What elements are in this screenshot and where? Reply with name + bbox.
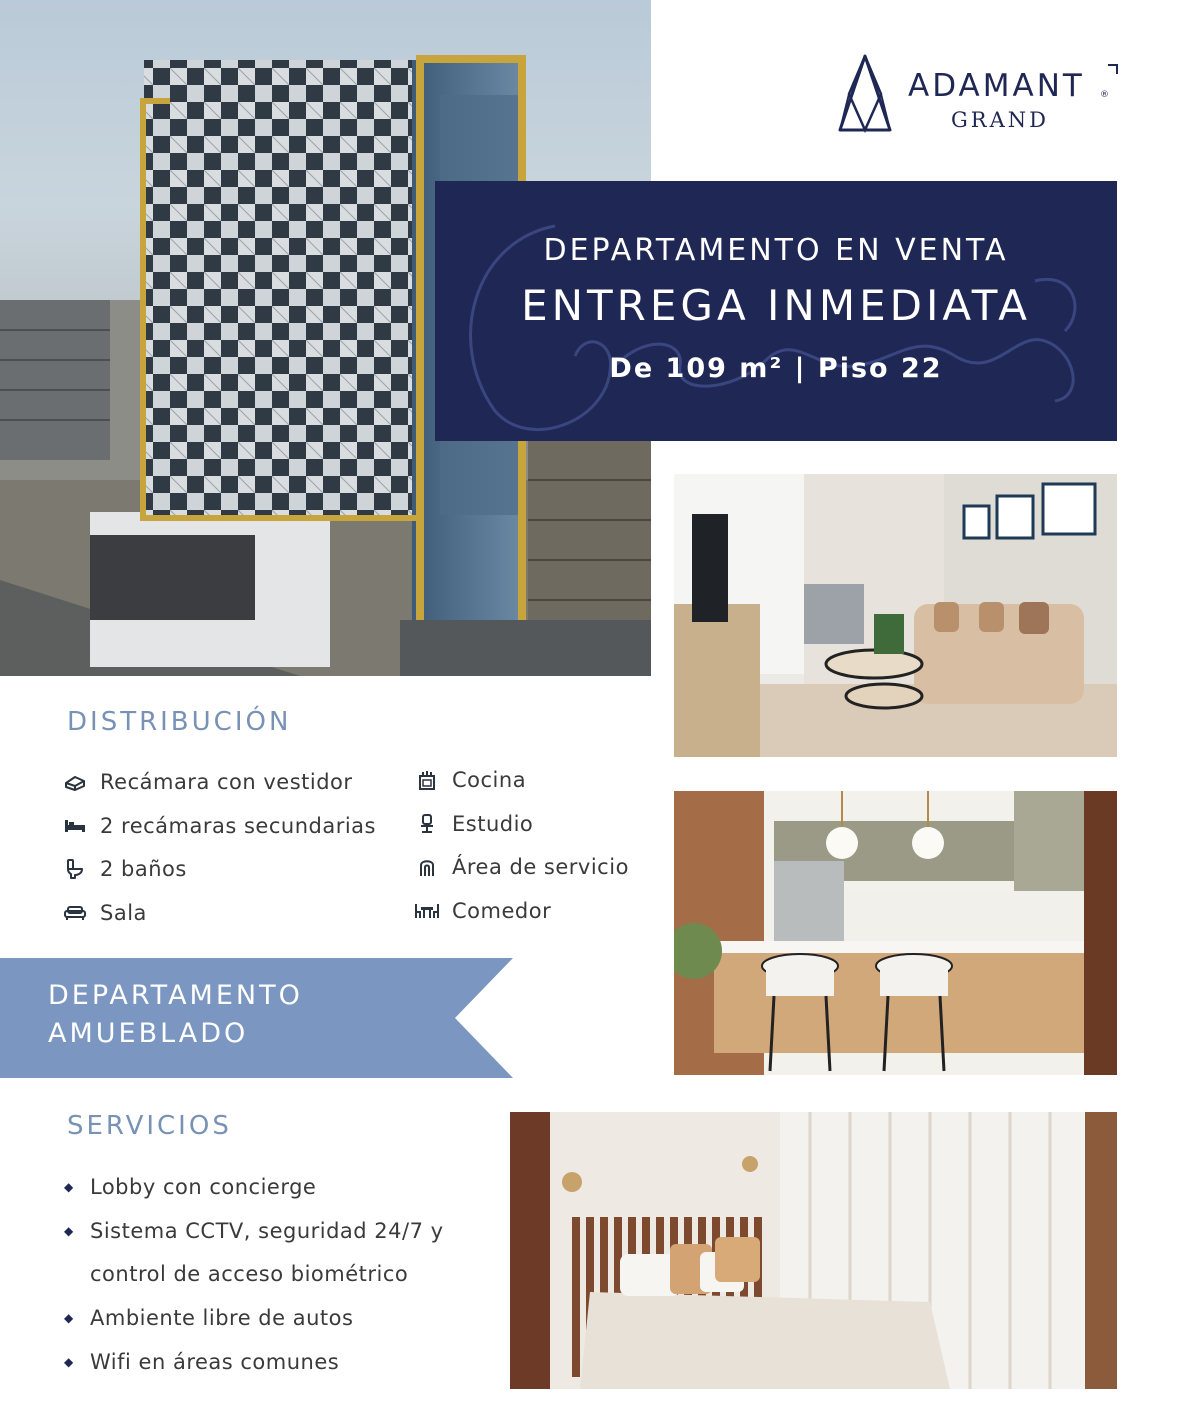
ribbon-line-2: AMUEBLADO xyxy=(48,1018,249,1049)
furnished-ribbon xyxy=(0,958,513,1078)
stove-icon xyxy=(414,769,440,791)
adamant-gem-logo-icon xyxy=(836,54,894,134)
bedroom-photo xyxy=(510,1112,1117,1389)
single-bed-icon xyxy=(62,815,88,837)
list-item xyxy=(64,1166,470,1210)
distribution-heading: DISTRIBUCIÓN xyxy=(67,707,292,737)
sofa-icon xyxy=(62,902,88,924)
services-heading: SERVICIOS xyxy=(67,1111,232,1141)
list-item xyxy=(62,895,376,931)
list-item xyxy=(414,762,629,798)
list-item-label: Sistema CCTV, seguridad 24/7 y control de acceso biométrico xyxy=(90,1218,444,1287)
list-item xyxy=(64,1297,470,1341)
list-item-label: Estudio xyxy=(452,811,534,836)
services-list xyxy=(64,1166,470,1385)
list-item xyxy=(414,849,629,885)
headline-banner xyxy=(435,181,1117,441)
diamond-bullet-icon: ◆ xyxy=(64,1354,74,1369)
brand-subname: GRAND xyxy=(951,108,1049,132)
bed-icon xyxy=(62,771,88,793)
dining-table-icon xyxy=(414,900,440,922)
registered-mark: ® xyxy=(1100,90,1109,100)
logo-corner-mark xyxy=(1108,64,1118,74)
list-item xyxy=(62,851,376,887)
kitchen-photo xyxy=(674,791,1117,1075)
banner-details: De 109 m² | Piso 22 xyxy=(609,353,943,384)
ribbon-line-1: DEPARTAMENTO xyxy=(48,980,303,1011)
toilet-icon xyxy=(62,858,88,880)
list-item xyxy=(414,893,629,929)
brand-name: ADAMANT xyxy=(908,68,1085,104)
banner-subtitle: ENTREGA INMEDIATA xyxy=(521,281,1031,330)
office-chair-icon xyxy=(414,813,440,835)
list-item xyxy=(62,764,376,800)
diamond-bullet-icon: ◆ xyxy=(64,1311,74,1326)
list-item xyxy=(64,1210,470,1297)
distribution-list-left xyxy=(62,764,376,939)
list-item-label: Recámara con vestidor xyxy=(100,770,353,794)
diamond-bullet-icon: ◆ xyxy=(64,1223,74,1238)
list-item xyxy=(64,1341,470,1385)
distribution-list-right xyxy=(414,762,629,937)
service-area-icon xyxy=(414,856,440,878)
list-item-label: Lobby con concierge xyxy=(90,1175,317,1199)
list-item-label: Wifi en áreas comunes xyxy=(90,1349,340,1374)
list-item xyxy=(62,808,376,844)
banner-title: DEPARTAMENTO EN VENTA xyxy=(543,233,1009,268)
list-item-label: 2 baños xyxy=(100,857,187,882)
list-item-label: Área de servicio xyxy=(452,855,629,880)
list-item-label: Comedor xyxy=(452,899,552,924)
list-item-label: Ambiente libre de autos xyxy=(90,1306,354,1331)
living-room-photo xyxy=(674,474,1117,757)
list-item-label: Cocina xyxy=(452,768,527,792)
brand-logo xyxy=(836,54,1126,140)
list-item-label: 2 recámaras secundarias xyxy=(100,813,376,838)
diamond-bullet-icon: ◆ xyxy=(64,1180,74,1194)
list-item-label: Sala xyxy=(100,901,147,926)
list-item xyxy=(414,806,629,842)
